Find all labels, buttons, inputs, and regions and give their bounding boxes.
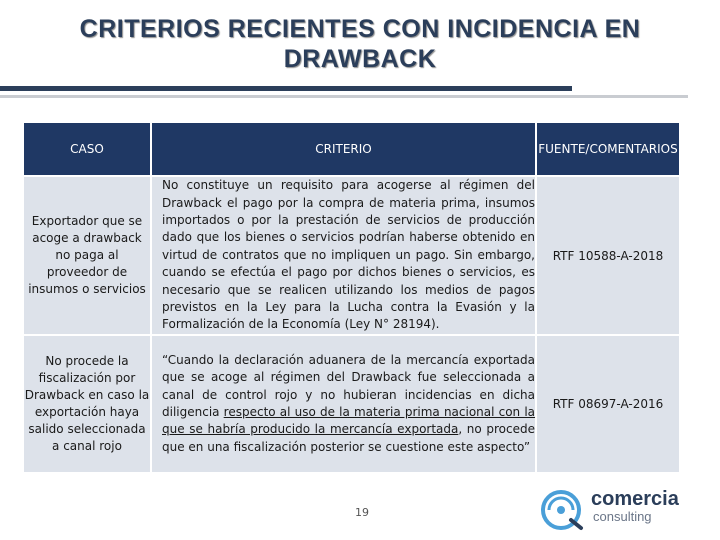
underlined-phrase: respecto al uso de la materia prima nacional con la que se habría producido la mercancía exportada [162,405,536,437]
title-underline [0,86,572,91]
header-criterio: CRITERIO [152,123,535,175]
row1-caso: Exportador que se acoge a drawback no paga al proveedor de insumos o servicios [24,177,150,334]
page-number: 19 [355,506,369,519]
row2-criterio: “Cuando la declaración aduanera de la mercancía exportada que se acoge al régimen del Drawback fue seleccionada a canal de control rojo y no hubieran incidencias en dicha diligencia respecto al uso de la materia prima nacional con la que se habría producido la mercancía exportada, no procede que en una fiscalización posterior se cuestione este aspecto” [152,336,535,472]
title-underline-shadow [0,95,688,98]
logo-tagline: consulting [593,509,652,524]
row1-criterio: No constituye un requisito para acogerse al régimen del Drawback el pago por la compra de materia prima, insumos importados o por la prestación de servicios de producción dado que los bienes o servicios podrían haberse obtenido en virtud de contratos que no impliquen un pago. Sin embargo, cuando se efectúa el pago por dichos bienes o servicios, es necesario que se realicen utilizando los medios de pagos previstos en la Ley para la Lucha contra la Evasión y la Formalización de la Economía (Ley N° 28194). [152,177,535,334]
header-fuente: FUENTE/COMENTARIOS [537,123,679,175]
globe-icon [541,488,587,532]
row2-fuente: RTF 08697-A-2016 [537,336,679,472]
slide-title: CRITERIOS RECIENTES CON INCIDENCIA EN DRAWBACK [79,15,641,73]
header-caso: CASO [24,123,150,175]
row1-fuente: RTF 10588-A-2018 [537,177,679,334]
company-logo [541,488,691,532]
row2-caso: No procede la fiscalización por Drawback en caso la exportación haya salido seleccionada a canal rojo [24,336,150,472]
logo-name: comercia [591,488,679,510]
